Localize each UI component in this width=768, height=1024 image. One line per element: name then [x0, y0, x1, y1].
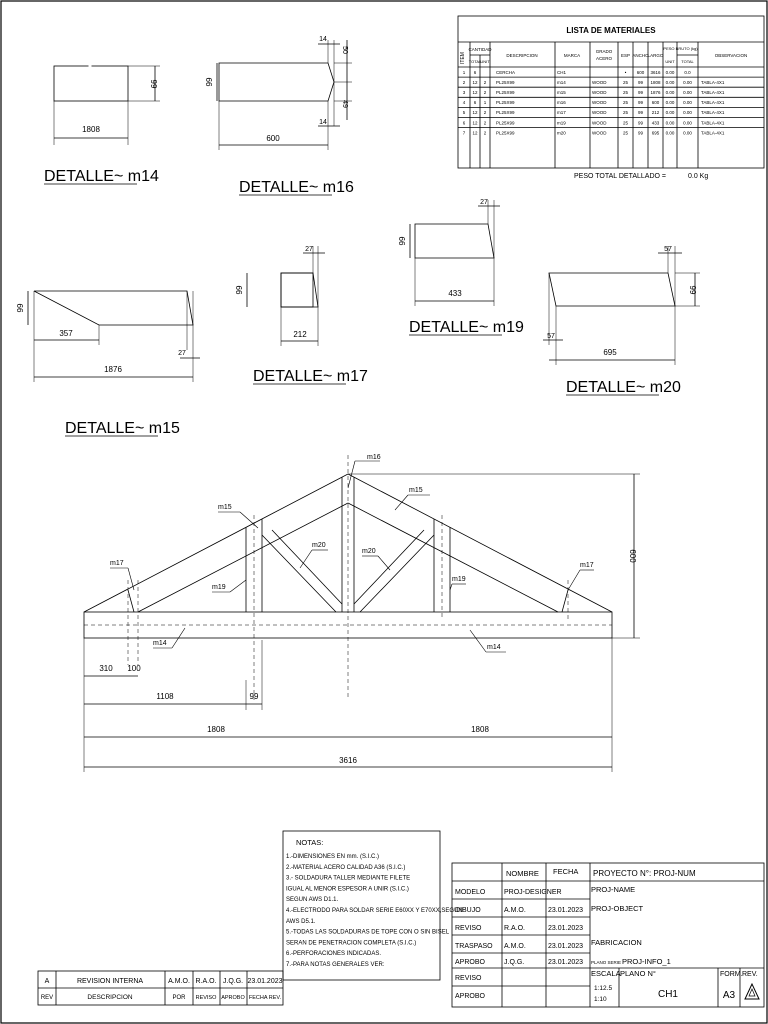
tb-escala-1: 1:12.5 — [594, 985, 613, 992]
materials-cell-grado: WOOD — [592, 79, 607, 85]
tb-proj-name: PROJ-NAME — [591, 885, 636, 894]
truss-mark-m19-left: m19 — [212, 584, 226, 591]
truss-mark-m20-left: m20 — [312, 542, 326, 549]
col-unit: UNIT — [480, 59, 490, 64]
tb-row-name: PROJ-DESIGNER — [504, 889, 562, 896]
col-descripcion: DESCRIPCION — [506, 53, 538, 58]
materials-cell-obs: TABLA-4X1 — [701, 120, 725, 126]
notes-box — [283, 831, 463, 980]
m15-label: DETALLE~ m15 — [65, 420, 180, 437]
materials-cell-total: 12 — [472, 90, 478, 95]
title-block — [452, 863, 764, 1007]
materials-cell-desc: PL25X99 — [496, 120, 515, 126]
materials-cell-esp: 25 — [622, 90, 629, 95]
materials-title: LISTA DE MATERIALES — [566, 26, 656, 35]
materials-cell-unit: 2 — [483, 110, 487, 116]
materials-cell-item: 5 — [462, 110, 466, 116]
detail-m20 — [543, 246, 700, 396]
materials-cell-item: 3 — [462, 90, 466, 95]
materials-cell-largo: 1876 — [650, 90, 661, 95]
col-esp: ESP — [620, 53, 631, 58]
materials-cell-marca: m19 — [557, 120, 566, 126]
truss-mark-m17-right: m17 — [580, 562, 594, 569]
rev-h-fecha: FECHA REV. — [248, 995, 282, 1001]
m16-right-bottom: 49 — [341, 100, 348, 108]
rev-h-reviso: REVISO — [195, 995, 217, 1001]
m17-length: 212 — [293, 330, 307, 339]
materials-cell-ptotal: 0.00 — [683, 120, 692, 126]
materials-cell-punit: 0.00 — [665, 100, 675, 106]
tb-form-label: FORM. — [720, 971, 743, 978]
tb-fabricacion: FABRICACION — [591, 938, 642, 947]
tb-nombre: NOMBRE — [506, 869, 539, 878]
materials-cell-marca: CH1 — [557, 69, 567, 75]
materials-cell-esp: 25 — [622, 120, 629, 126]
m17-height: 99 — [235, 285, 244, 295]
materials-cell-total: 12 — [472, 130, 478, 136]
col-total: TOTAL — [468, 59, 482, 64]
dim-99: 99 — [249, 692, 259, 701]
col-peso: PESO BRUTO (kg) — [663, 46, 698, 51]
materials-cell-unit: 2 — [483, 120, 487, 126]
materials-cell-punit: 0.00 — [665, 120, 675, 126]
m20-cut-left: 57 — [547, 333, 555, 340]
materials-cell-grado: WOOD — [592, 90, 607, 95]
m20-height: 99 — [688, 285, 697, 295]
materials-cell-grado: WOOD — [592, 110, 607, 116]
notes-title: NOTAS: — [296, 838, 324, 847]
materials-cell-obs: TABLA-4X1 — [701, 90, 725, 95]
materials-cell-desc: CERCHA — [496, 69, 516, 75]
tb-row-date: 23.01.2023 — [548, 925, 584, 932]
materials-cell-desc: PL25X99 — [496, 100, 515, 106]
materials-cell-desc: PL25X99 — [496, 79, 515, 85]
m15-partial: 357 — [59, 329, 73, 338]
materials-cell-item: 4 — [462, 100, 466, 106]
materials-cell-largo: 3616 — [650, 69, 661, 75]
truss-mark-m14-right: m14 — [487, 644, 501, 651]
rev-h-rev: REV — [40, 995, 54, 1001]
tb-row-label: APROBO — [455, 993, 485, 1000]
materials-cell-obs: TABLA-4X1 — [701, 130, 725, 136]
materials-cell-desc: PL25X99 — [496, 130, 515, 136]
m17-label: DETALLE~ m17 — [253, 368, 368, 385]
materials-cell-largo: 212 — [651, 110, 660, 116]
materials-cell-unit: 1 — [483, 100, 487, 106]
materials-cell-esp: • — [624, 69, 627, 75]
rev-por: A.M.O. — [168, 978, 190, 985]
m20-length: 695 — [603, 348, 617, 357]
tb-row-name: A.M.O. — [504, 907, 526, 914]
note-line: SERAN DE PENETRACION COMPLETA (S.I.C.) — [286, 940, 417, 947]
materials-cell-punit: 0.00 — [665, 69, 675, 75]
m15-height: 99 — [16, 303, 25, 313]
m16-cut-top: 14 — [319, 36, 327, 43]
materials-table — [458, 16, 764, 180]
materials-cell-largo: 433 — [651, 120, 660, 126]
tb-row-label: REVISO — [455, 975, 482, 982]
tb-row-name: A.M.O. — [504, 943, 526, 950]
materials-cell-ancho: 99 — [637, 110, 644, 116]
truss-mark-m15-right: m15 — [409, 487, 423, 494]
tb-row-date: 23.01.2023 — [548, 943, 584, 950]
m15-length: 1876 — [104, 365, 122, 374]
truss-mark-m15-left: m15 — [218, 504, 232, 511]
col-marca: MARCA — [563, 53, 581, 58]
m17-cut: 27 — [305, 246, 313, 253]
m20-cut-top: 57 — [664, 246, 672, 253]
truss-height: 600 — [628, 549, 637, 563]
materials-cell-largo: 1808 — [650, 79, 661, 85]
dim-100: 100 — [127, 664, 141, 673]
col-peso-unit: UNIT — [665, 59, 675, 64]
m16-right-top: 50 — [341, 46, 348, 54]
tb-row-label: REVISO — [455, 925, 482, 932]
note-line: 2.-MATERIAL ACERO CALIDAD A36 (S.I.C.) — [286, 864, 406, 871]
truss-mark-m19-right: m19 — [452, 576, 466, 583]
col-cantidad: CANTIDAD — [468, 47, 492, 52]
m16-height: 99 — [205, 77, 214, 87]
dim-310: 310 — [99, 664, 113, 673]
materials-cell-unit: 2 — [483, 90, 487, 95]
tb-plano-serie-value: PROJ-INFO_1 — [622, 957, 671, 966]
rev-letter: A — [44, 978, 50, 985]
tb-proyecto: PROYECTO N°: PROJ-NUM — [593, 869, 696, 878]
tb-escala-2: 1:10 — [594, 996, 607, 1003]
materials-cell-esp: 25 — [622, 110, 629, 116]
rev-h-desc: DESCRIPCION — [87, 994, 133, 1001]
col-grado: GRADO — [595, 49, 613, 54]
m19-height: 99 — [398, 236, 407, 246]
rev-h-aprobo: APROBO — [221, 995, 245, 1001]
materials-cell-unit: 2 — [483, 130, 487, 136]
materials-cell-item: 2 — [462, 79, 466, 85]
materials-cell-grado: WOOD — [592, 120, 607, 126]
truss-mark-m16: m16 — [367, 454, 381, 461]
materials-cell-ancho: 99 — [637, 79, 644, 85]
peso-total-value: 0.0 Kg — [688, 173, 709, 180]
tb-row-label: TRASPASO — [455, 943, 493, 950]
m14-label: DETALLE~ m14 — [44, 168, 159, 185]
materials-cell-esp: 25 — [622, 130, 629, 136]
materials-cell-punit: 0.00 — [665, 79, 675, 85]
tb-row-date: 23.01.2023 — [548, 959, 584, 966]
tb-rev-label: REV. — [742, 971, 758, 978]
note-line: 1.-DIMENSIONES EN mm. (S.I.C.) — [286, 854, 380, 860]
tb-form-value: A3 — [722, 990, 736, 1001]
materials-cell-ancho: 600 — [636, 69, 645, 75]
m19-label: DETALLE~ m19 — [409, 319, 524, 336]
tb-row-name: J.Q.G. — [504, 959, 525, 966]
rev-aprobo: J.Q.G. — [222, 978, 244, 985]
truss-mark-m14-left: m14 — [153, 640, 167, 647]
detail-m14 — [44, 63, 160, 185]
dim-total: 3616 — [339, 756, 357, 765]
detail-m15 — [16, 291, 200, 437]
col-item: ITEM — [460, 52, 466, 64]
col-observacion: OBSERVACION — [714, 53, 748, 58]
materials-cell-punit: 0.00 — [665, 130, 675, 136]
materials-cell-marca: m14 — [557, 79, 566, 85]
materials-cell-desc: PL25X99 — [496, 110, 515, 116]
materials-cell-ptotal: 0.00 — [683, 110, 692, 116]
note-line: 6.-PERFORACIONES INDICADAS. — [286, 951, 382, 958]
tb-plano-label: PLANO N° — [620, 969, 656, 978]
materials-cell-marca: m20 — [557, 130, 566, 136]
note-line: IGUAL AL MENOR ESPESOR A UNIR (S.I.C.) — [286, 886, 409, 893]
note-line: 4.-ELECTRODO PARA SOLDAR SERIE E60XX Y E70XX,SEGUN — [286, 908, 463, 914]
materials-cell-ptotal: 0.00 — [683, 100, 692, 106]
tb-row-date: 23.01.2023 — [548, 907, 584, 914]
tb-escala-label: ESCALA — [591, 969, 621, 978]
materials-cell-item: 1 — [462, 69, 466, 75]
tb-row-label: DIBUJO — [455, 907, 481, 914]
col-acero: ACERO — [595, 56, 613, 61]
note-line: 7.-PARA NOTAS GENERALES VER: — [286, 962, 385, 968]
materials-cell-ptotal: 0.00 — [683, 90, 692, 95]
materials-cell-item: 6 — [462, 120, 466, 126]
materials-cell-ptotal: 0.00 — [683, 79, 692, 85]
revision-block — [38, 971, 283, 1005]
materials-cell-ancho: 99 — [637, 120, 644, 126]
tb-fecha: FECHA — [553, 867, 579, 876]
materials-cell-esp: 25 — [622, 100, 629, 106]
peso-total-label: PESO TOTAL DETALLADO = — [574, 173, 667, 180]
rev-description: REVISION INTERNA — [76, 978, 144, 985]
materials-cell-esp: 25 — [622, 79, 629, 85]
m19-length: 433 — [448, 289, 462, 298]
tb-row-name: R.A.O. — [504, 925, 526, 932]
tb-proj-object: PROJ-OBJECT — [591, 904, 644, 913]
note-line: 3.- SOLDADURA TALLER MEDIANTE FILETE — [286, 875, 411, 882]
dim-half-right: 1808 — [471, 725, 489, 734]
dim-1108: 1108 — [156, 692, 174, 701]
materials-cell-obs: TABLA-4X1 — [701, 100, 725, 106]
materials-cell-obs: TABLA-4X1 — [701, 110, 725, 116]
col-ancho: ANCHO — [632, 53, 649, 58]
materials-cell-ancho: 99 — [637, 130, 644, 136]
m14-height: 99 — [149, 79, 158, 89]
m15-cut: 27 — [178, 350, 186, 357]
detail-m19 — [398, 199, 524, 336]
materials-cell-marca: m15 — [557, 90, 566, 95]
tb-row-label: APROBO — [455, 959, 485, 966]
materials-cell-grado: WOOD — [592, 100, 607, 106]
materials-cell-unit: 2 — [483, 79, 487, 85]
note-line: SEGUN AWS D1.1. — [286, 897, 339, 904]
materials-cell-total: 12 — [472, 79, 478, 85]
m19-cut: 27 — [480, 199, 488, 206]
materials-cell-largo: 695 — [651, 130, 660, 136]
materials-cell-total: 6 — [473, 69, 477, 75]
rev-fecha: 23.01.2023 — [247, 978, 283, 985]
materials-cell-largo: 600 — [651, 100, 660, 106]
truss-assembly — [84, 454, 640, 772]
tb-plano-value: CH1 — [657, 989, 679, 1000]
col-largo: LARGO — [647, 53, 664, 58]
note-line: AWS D5.1. — [286, 918, 316, 925]
materials-cell-marca: m17 — [557, 110, 566, 116]
m16-cut-bottom: 14 — [319, 119, 327, 126]
materials-cell-ptotal: 0.00 — [683, 130, 692, 136]
col-peso-total: TOTAL — [681, 59, 694, 64]
m16-length: 600 — [266, 134, 280, 143]
m16-label: DETALLE~ m16 — [239, 179, 354, 196]
materials-cell-obs: TABLA-4X1 — [701, 79, 725, 85]
truss-mark-m20-right: m20 — [362, 548, 376, 555]
rev-h-por: POR — [172, 995, 186, 1001]
dim-half-left: 1808 — [207, 725, 225, 734]
materials-cell-ancho: 99 — [637, 90, 644, 95]
materials-cell-marca: m16 — [557, 100, 566, 106]
materials-cell-total: 12 — [472, 110, 478, 116]
m20-label: DETALLE~ m20 — [566, 379, 681, 396]
materials-cell-ptotal: 0.0 — [684, 69, 691, 75]
materials-cell-punit: 0.00 — [665, 90, 675, 95]
materials-cell-punit: 0.00 — [665, 110, 675, 116]
detail-m16 — [205, 36, 354, 196]
tb-row-label: MODELO — [455, 889, 486, 896]
truss-mark-m17-left: m17 — [110, 560, 124, 567]
tb-plano-serie-label: PLANO SERIE — [591, 960, 622, 965]
rev-reviso: R.A.O. — [195, 978, 217, 985]
detail-m17 — [235, 246, 368, 385]
materials-cell-ancho: 99 — [637, 100, 644, 106]
note-line: 5.-TODAS LAS SOLDADURAS DE TOPE CON O SIN BISEL — [286, 929, 450, 936]
materials-cell-grado: WOOD — [592, 130, 607, 136]
materials-cell-desc: PL25X99 — [496, 90, 515, 95]
materials-cell-item: 7 — [462, 130, 466, 136]
materials-cell-total: 6 — [473, 100, 477, 106]
revision-triangle-icon — [745, 984, 759, 999]
materials-cell-total: 12 — [472, 120, 478, 126]
m14-length: 1808 — [82, 125, 100, 134]
